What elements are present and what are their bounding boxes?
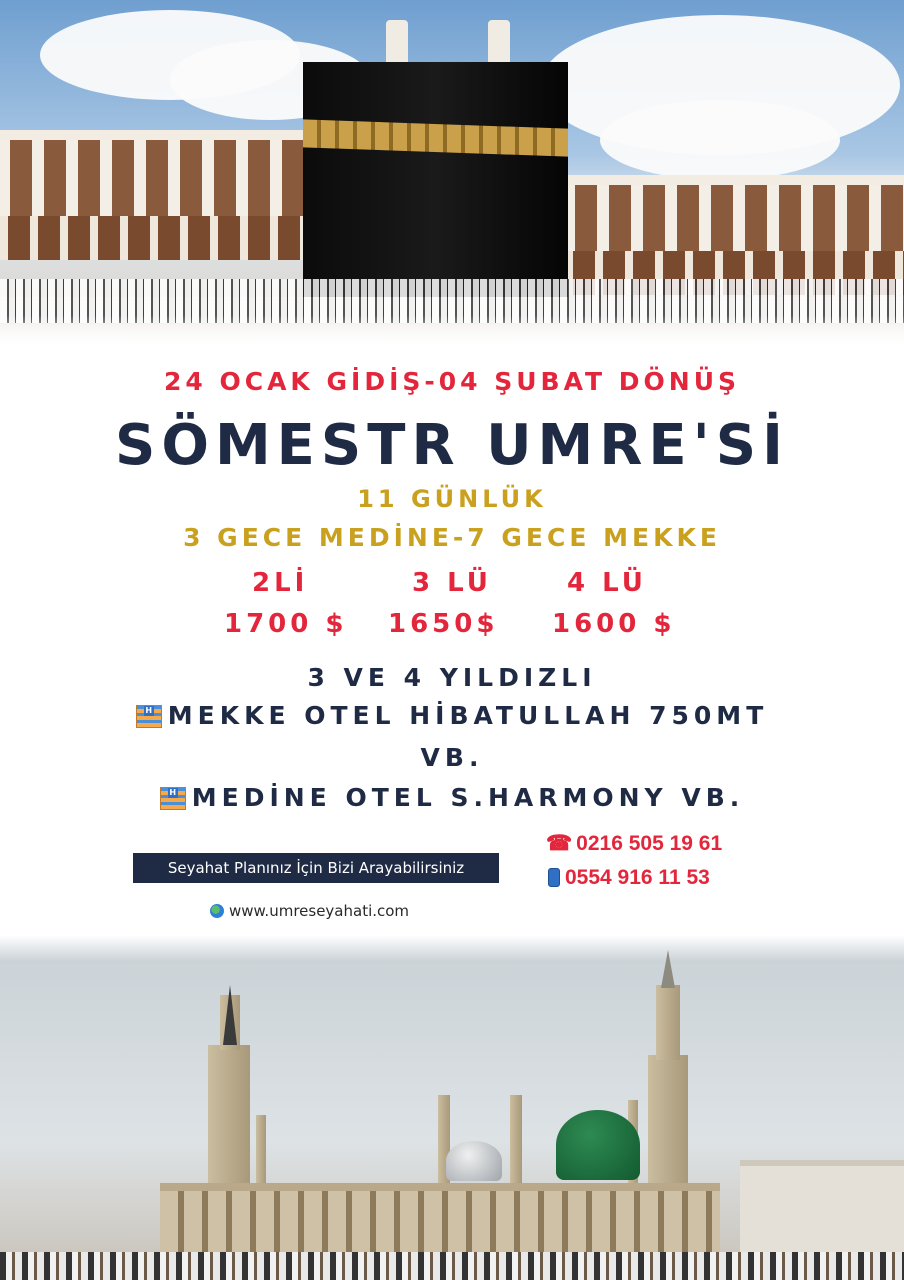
landline-number: 0216 505 19 61: [576, 832, 723, 855]
price-double: 1700 $: [224, 609, 348, 639]
room-label-triple: 3 LÜ: [412, 568, 492, 598]
website-url: www.umreseyahati.com: [229, 902, 410, 920]
room-label-double: 2Lİ: [252, 568, 309, 598]
kaaba-photo: [0, 0, 904, 345]
landline-phone[interactable]: [546, 831, 722, 856]
hotel-icon: H: [160, 784, 186, 810]
hotel-icon: H: [136, 702, 162, 728]
mekke-hotel-text: MEKKE OTEL HİBATULLAH 750MT: [167, 701, 769, 730]
silver-dome: [446, 1141, 502, 1181]
mekke-hotel-suffix: VB.: [420, 743, 484, 772]
globe-icon: [210, 904, 224, 918]
telephone-icon: ☎: [546, 832, 573, 855]
hotel-stars: 3 VE 4 YILDIZLI: [307, 663, 597, 692]
page-title: SÖMESTR UMRE'Sİ: [115, 413, 789, 478]
mobile-number: 0554 916 11 53: [565, 866, 710, 889]
mobile-phone[interactable]: [548, 866, 710, 890]
nights-breakdown: 3 GECE MEDİNE-7 GECE MEKKE: [183, 523, 721, 552]
green-dome: [556, 1110, 640, 1180]
website-link[interactable]: [210, 902, 409, 920]
price-triple: 1650$: [388, 609, 499, 639]
contact-cta: Seyahat Planınız İçin Bizi Arayabilirsiniz: [133, 853, 499, 883]
medine-hotel: [0, 783, 904, 812]
medine-hotel-text: MEDİNE OTEL S.HARMONY VB.: [191, 783, 745, 812]
info-panel: [0, 345, 904, 935]
mobile-phone-icon: [548, 868, 560, 887]
prophets-mosque-photo: [0, 935, 904, 1280]
price-quad: 1600 $: [552, 609, 676, 639]
travel-dates: 24 OCAK GİDİŞ-04 ŞUBAT DÖNÜŞ: [163, 367, 741, 396]
duration: 11 GÜNLÜK: [357, 485, 547, 513]
mekke-hotel: [0, 701, 904, 730]
room-label-quad: 4 LÜ: [567, 568, 647, 598]
